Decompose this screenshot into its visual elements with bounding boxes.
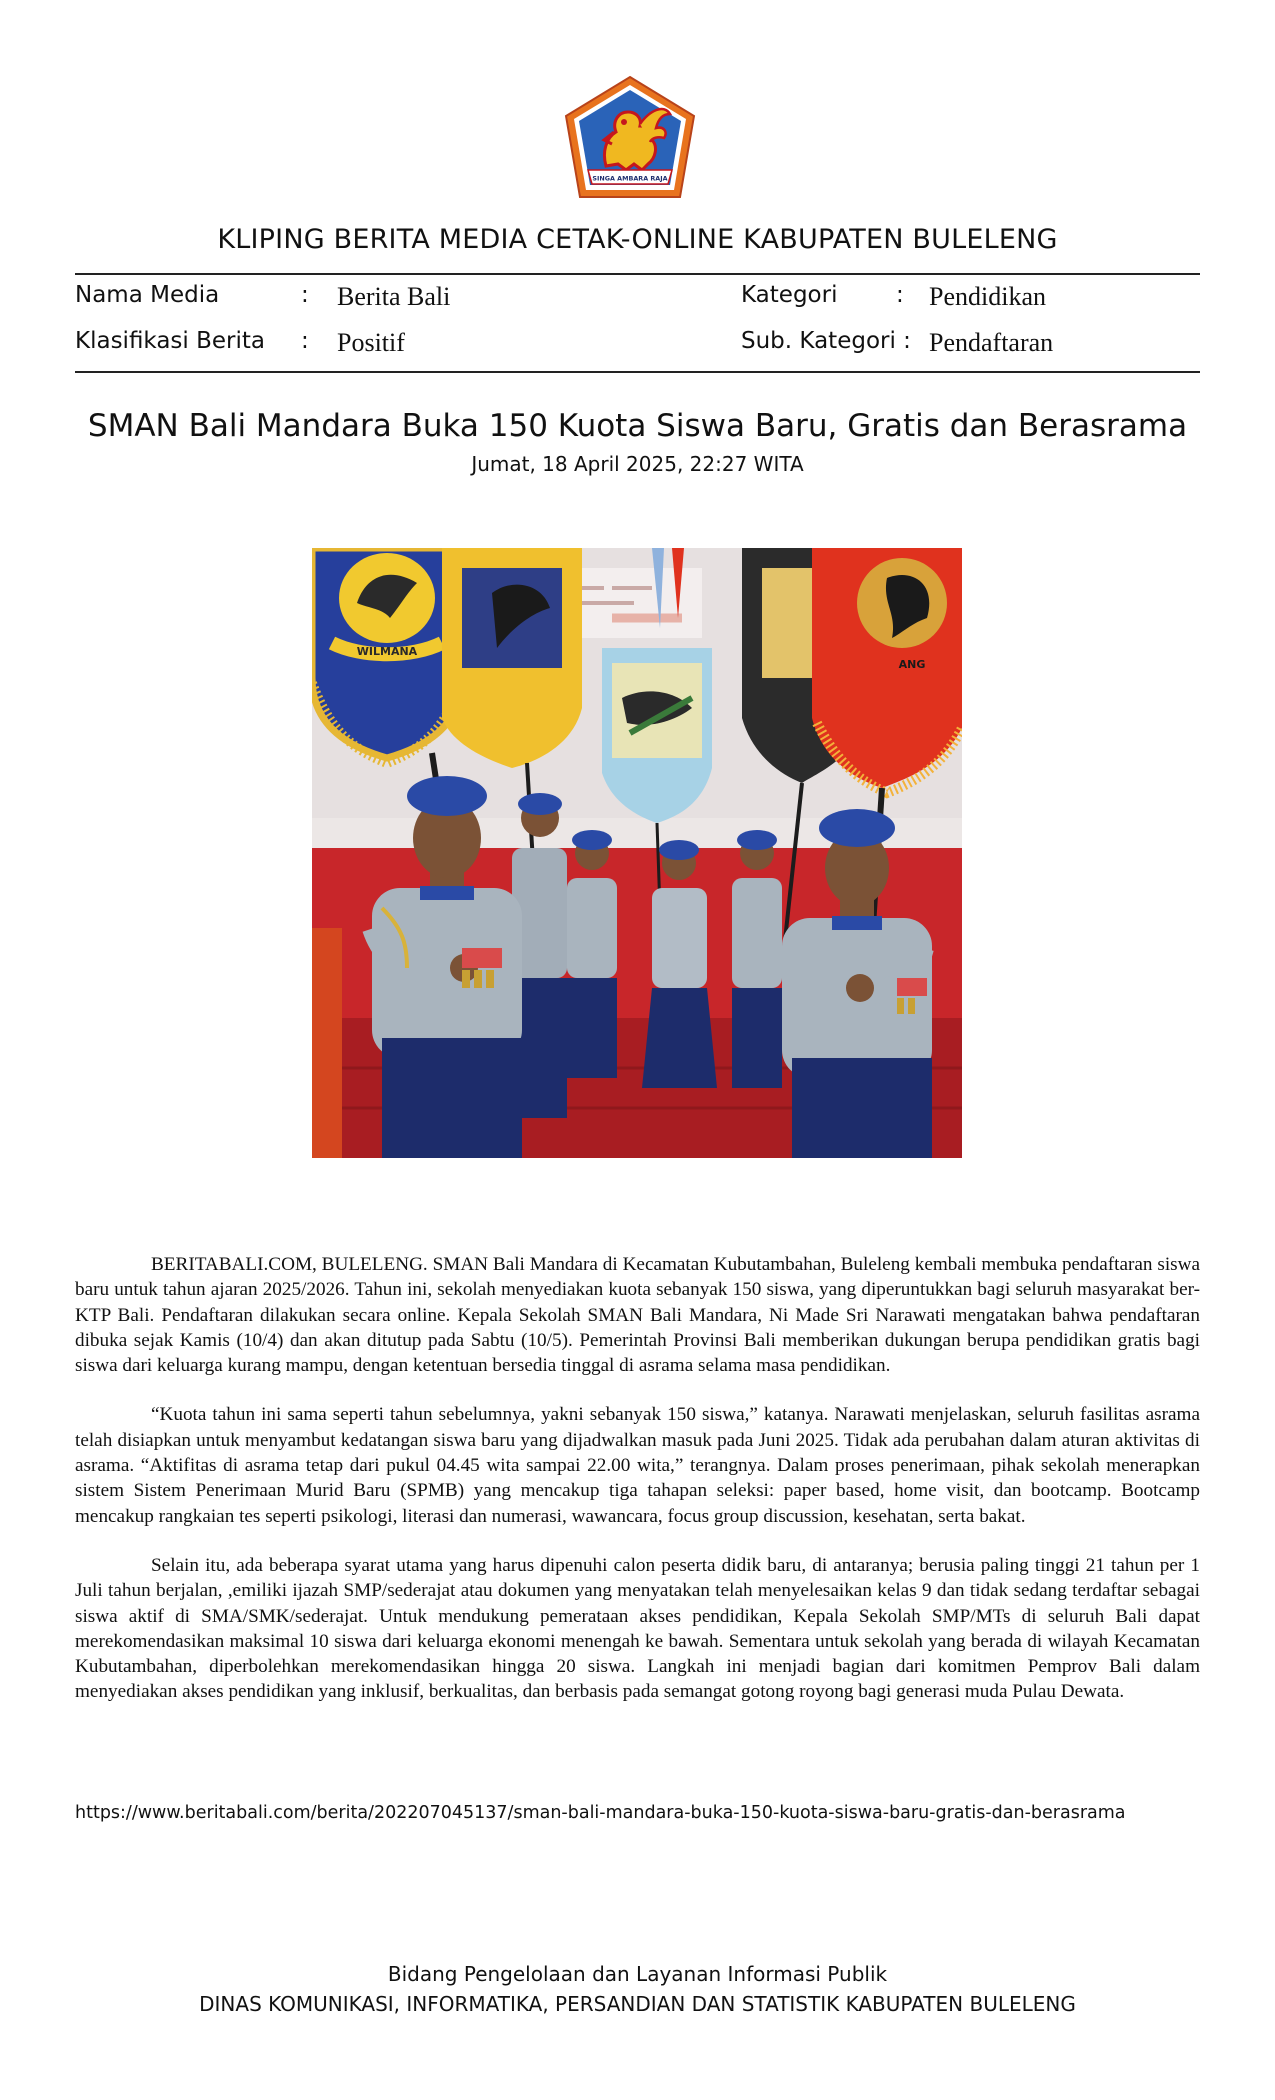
kabupaten-buleleng-logo: [562, 74, 698, 200]
article-paragraph-1: BERITABALI.COM, BULELENG. SMAN Bali Mandara di Kecamatan Kubutambahan, Buleleng kembali membuka pendaftaran siswa baru untuk tahun ajaran 2025/2026. Tahun ini, sekolah menyediakan kuota sebanyak 150 siswa, yang diperuntukkan bagi seluruh masyarakat ber-KTP Bali. Pendaftaran dilakukan secara online. Kepala Sekolah SMAN Bali Mandara, Ni Made Sri Narawati mengatakan bahwa pendaftaran dibuka sejak Kamis (10/4) dan akan ditutup pada Sabtu (10/5). Pemerintah Provinsi Bali memberikan dukungan berupa pendidikan gratis bagi siswa dari keluarga kurang mampu, dengan ketentuan bersedia tinggal di asrama selama masa pendidikan.: [75, 1254, 1200, 1377]
footer-agency: DINAS KOMUNIKASI, INFORMATIKA, PERSANDIAN DAN STATISTIK KABUPATEN BULELENG: [199, 1992, 1076, 2016]
category-value: Pendidikan: [929, 282, 1046, 311]
category-label: Kategori: [741, 282, 838, 308]
header-divider-bottom: [75, 371, 1200, 373]
classification-colon: :: [301, 328, 309, 354]
flag-label-ang: ANG: [898, 658, 926, 671]
footer-division: Bidang Pengelolaan dan Layanan Informasi Publik: [387, 1962, 888, 1986]
media-name-colon: :: [301, 282, 309, 308]
classification-value: Positif: [337, 328, 405, 357]
media-name-label: Nama Media: [75, 282, 220, 308]
article-body: [75, 1252, 1200, 1729]
logo-motto: SINGA AMBARA RAJA: [592, 174, 668, 183]
media-name-value: Berita Bali: [337, 282, 451, 311]
flag-label-wilmana: WILMANA: [356, 645, 418, 658]
source-link[interactable]: https://www.beritabali.com/berita/202207045137/sman-bali-mandara-buka-150-kuota-siswa-baru-gratis-dan-berasrama: [75, 1803, 1126, 1823]
category-colon: :: [896, 282, 904, 308]
article-photo-flag-bearers: [312, 548, 962, 1158]
subcategory-label: Sub. Kategori :: [741, 328, 911, 354]
article-paragraph-2: “Kuota tahun ini sama seperti tahun sebelumnya, yakni sebanyak 150 siswa,” katanya. Narawati menjelaskan, seluruh fasilitas asrama telah disiapkan untuk menyambut kedatangan siswa baru yang dijadwalkan masuk pada Juni 2025. Tidak ada perubahan dalam aturan aktivitas di asrama. “Aktifitas di asrama tetap dari pukul 04.45 wita sampai 22.00 wita,” terangnya. Dalam proses penerimaan, pihak sekolah menerapkan sistem Sistem Penerimaan Murid Baru (SPMB) yang mencakup tiga tahapan seleksi: paper based, home visit, dan bootcamp. Bootcamp mencakup rangkaian tes seperti psikologi, literasi dan numerasi, wawancara, focus group discussion, kesehatan, serta bakat.: [75, 1404, 1200, 1527]
header-divider-top: [75, 273, 1200, 275]
article-title: SMAN Bali Mandara Buka 150 Kuota Siswa Baru, Gratis dan Berasrama: [87, 408, 1188, 444]
subcategory-value: Pendaftaran: [929, 328, 1054, 357]
article-date: Jumat, 18 April 2025, 22:27 WITA: [471, 452, 804, 476]
classification-label: Klasifikasi Berita: [75, 328, 266, 354]
article-paragraph-3: Selain itu, ada beberapa syarat utama yang harus dipenuhi calon peserta didik baru, di antaranya; berusia paling tinggi 21 tahun per 1 Juli tahun berjalan, ,emiliki ijazah SMP/sederajat atau dokumen yang menyatakan telah menyelesaikan kelas 9 dan tidak sedang terdaftar sebagai siswa aktif di SMA/SMK/sederajat. Untuk mendukung pemerataan akses pendidikan, Kepala Sekolah SMP/MTs di seluruh Bali dapat merekomendasikan maksimal 10 siswa dari keluarga ekonomi menengah ke bawah. Sementara untuk sekolah yang berada di wilayah Kecamatan Kubutambahan, diperbolehkan merekomendasikan hingga 20 siswa. Langkah ini menjadi bagian dari komitmen Pemprov Bali dalam menyediakan akses pendidikan yang inklusif, berkualitas, dan berbasis pada semangat gotong royong bagi generasi muda Pulau Dewata.: [75, 1554, 1200, 1703]
clipping-header-title: KLIPING BERITA MEDIA CETAK-ONLINE KABUPATEN BULELENG: [217, 224, 1058, 255]
